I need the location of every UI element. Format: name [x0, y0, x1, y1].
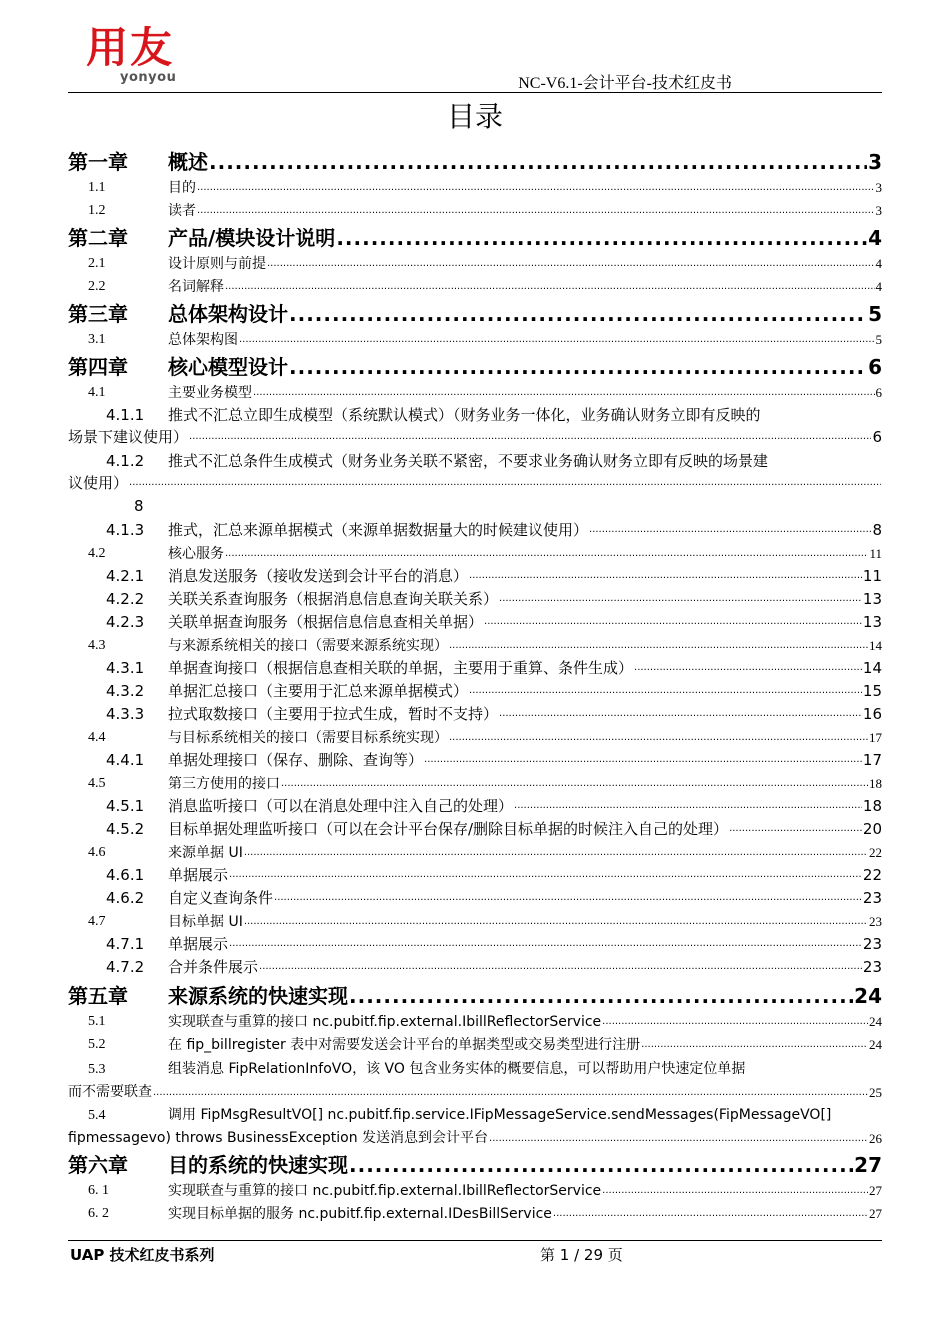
- toc-entry-title: 关联单据查询服务（根据信息信息查相关单据）: [168, 613, 484, 631]
- toc-entry-title-cont: fipmessagevo) throws BusinessException 发送消息到会计平台: [68, 1130, 489, 1146]
- toc-entry[interactable]: [68, 818, 882, 840]
- logo-text-en: yonyou: [120, 70, 177, 85]
- toc-entry-number: 4.6.1: [106, 866, 145, 884]
- yonyou-logo: [86, 23, 196, 92]
- toc-entry-page: 15: [862, 682, 882, 700]
- toc-entry-title: 概述: [168, 150, 208, 174]
- toc-leader-dots: [602, 1012, 868, 1032]
- toc-entry[interactable]: [68, 864, 882, 886]
- toc-entry-number: 4.3.2: [106, 682, 145, 700]
- header-divider: [68, 92, 882, 93]
- toc-entry-title: 第三方使用的接口: [168, 776, 280, 792]
- toc-entry-title: 实现联查与重算的接口 nc.pubitf.fip.external.IbillReflectorService: [168, 1183, 602, 1199]
- toc-entry-title: 拉式取数接口（主要用于拉式生成，暂时不支持）: [168, 705, 499, 723]
- toc-entry-number: 5.3: [88, 1062, 106, 1077]
- toc-entry-number: 5.4: [88, 1108, 106, 1123]
- toc-entry[interactable]: [68, 383, 882, 403]
- toc-entry-number: 4.1.3: [106, 521, 145, 539]
- toc-entry-title: 目标单据处理监听接口（可以在会计平台保存/删除目标单据的时候注入自己的处理）: [168, 820, 729, 838]
- toc-heading: 目录: [446, 100, 503, 133]
- toc-entry-number: 4.3.3: [106, 705, 145, 723]
- toc-entry-title: 实现联查与重算的接口 nc.pubitf.fip.external.IbillReflectorService: [168, 1014, 602, 1030]
- toc-entry[interactable]: [68, 1104, 882, 1150]
- toc-leader-dots: [244, 912, 868, 932]
- toc-entry-title: 来源系统的快速实现: [168, 984, 348, 1008]
- toc-entry-title: 核心服务: [168, 546, 224, 562]
- toc-leader-dots: [553, 1204, 868, 1224]
- toc-leader-dots: [349, 984, 853, 1008]
- toc-entry-number: 3.1: [88, 332, 106, 347]
- toc-entry-title: 在 fip_billregister 表中对需要发送会计平台的单据类型或交易类型进行注册: [168, 1037, 641, 1053]
- toc-entry-number: 4.2.1: [106, 567, 145, 585]
- toc-entry-page: 6: [872, 428, 882, 446]
- toc-entry[interactable]: [68, 912, 882, 932]
- toc-entry-number: 4.3.1: [106, 659, 145, 677]
- toc-entry-page: 22: [862, 866, 882, 884]
- toc-entry-title: 与来源系统相关的接口（需要来源系统实现）: [168, 638, 448, 654]
- toc-entry-page: 27: [854, 1153, 882, 1177]
- toc-entry-number: 4.7.1: [106, 935, 145, 953]
- toc-entry[interactable]: [68, 843, 882, 863]
- toc-entry-page: 11: [869, 546, 882, 561]
- toc-entry-number: 4.7.2: [106, 958, 145, 976]
- toc-entry-number: 4.7: [88, 914, 106, 929]
- toc-entry-title-cont: 场景下建议使用）: [68, 428, 189, 446]
- toc-entry-title: 核心模型设计: [168, 355, 288, 379]
- toc-entry-page: 22: [869, 845, 882, 860]
- toc-entry[interactable]: [68, 1181, 882, 1201]
- toc-leader-dots: [499, 588, 862, 610]
- toc-leader-dots: [189, 426, 871, 448]
- toc-entry-page: 8: [134, 497, 144, 515]
- toc-entry-page: 23: [862, 935, 882, 953]
- toc-entry-number: 第一章: [68, 150, 128, 174]
- toc-entry-title: 单据处理接口（保存、删除、查询等）: [168, 751, 424, 769]
- toc-entry[interactable]: [68, 795, 882, 817]
- toc-entry[interactable]: [68, 565, 882, 587]
- toc-entry-page: 4: [868, 226, 882, 250]
- toc-entry-title: 目的系统的快速实现: [168, 1153, 348, 1177]
- toc-entry-page: 4: [875, 279, 882, 294]
- toc-entry-number: 4.2.2: [106, 590, 145, 608]
- toc-entry[interactable]: [68, 1204, 882, 1224]
- toc-entry-title: 自定义查询条件: [168, 889, 274, 907]
- toc-entry-page: 3: [875, 180, 882, 195]
- toc-entry-page: 25: [869, 1085, 882, 1100]
- toc-leader-dots: [424, 749, 862, 771]
- toc-leader-dots: [449, 728, 868, 748]
- toc-entry[interactable]: [68, 984, 882, 1008]
- toc-entry[interactable]: [68, 611, 882, 633]
- toc-entry-number: 1.2: [88, 203, 106, 218]
- toc-entry-title: 与目标系统相关的接口（需要目标系统实现）: [168, 730, 448, 746]
- toc-leader-dots: [729, 818, 862, 840]
- toc-entry-number: 第四章: [68, 355, 128, 379]
- toc-entry-page: 24: [869, 1014, 882, 1029]
- toc-entry[interactable]: [68, 1153, 882, 1177]
- logo-text-cn: 用友: [86, 23, 175, 72]
- toc-entry-page: 18: [869, 776, 882, 791]
- toc-entry[interactable]: [68, 933, 882, 955]
- toc-entry-number: 1.1: [88, 180, 106, 195]
- toc-entry-page: 23: [862, 958, 882, 976]
- toc-entry-page: 6: [868, 355, 882, 379]
- toc-entry-title: 推式不汇总立即生成模型（系统默认模式）（财务业务一体化，业务确认财务立即有反映的: [168, 406, 761, 424]
- toc-entry[interactable]: [68, 201, 882, 221]
- toc-leader-dots: [153, 1081, 868, 1104]
- toc-entry-number: 4.3: [88, 638, 106, 653]
- toc-entry-number: 4.5.2: [106, 820, 145, 838]
- toc-entry-number: 第三章: [68, 302, 128, 326]
- toc-entry[interactable]: [68, 544, 882, 564]
- toc-entry-title: 来源单据 UI: [168, 845, 243, 861]
- toc-entry[interactable]: [68, 450, 882, 518]
- toc-entry-page: 11: [862, 567, 882, 585]
- toc-leader-dots: [469, 680, 862, 702]
- toc-entry[interactable]: [68, 302, 882, 326]
- toc-entry-title: 消息监听接口（可以在消息处理中注入自己的处理）: [168, 797, 514, 815]
- toc-leader-dots: [197, 201, 875, 221]
- toc-entry-page: 5: [868, 302, 882, 326]
- toc-entry-title: 单据查询接口（根据信息查相关联的单据，主要用于重算、条件生成）: [168, 659, 634, 677]
- toc-entry-number: 4.1.1: [106, 406, 145, 424]
- footer-divider: [68, 1240, 882, 1241]
- toc-entry-title: 组装消息 FipRelationInfoVO，该 VO 包含业务实体的概要信息，可以帮助用户快速定位单据: [168, 1061, 746, 1077]
- toc-entry[interactable]: [68, 404, 882, 448]
- toc-entry[interactable]: [68, 749, 882, 771]
- toc-leader-dots: [281, 774, 868, 794]
- toc-entry-title: 总体架构设计: [168, 302, 288, 326]
- toc-leader-dots: [602, 1181, 868, 1201]
- toc-leader-dots: [499, 703, 862, 725]
- toc-entry-number: 4.5: [88, 776, 106, 791]
- footer-series: UAP 技术红皮书系列: [70, 1246, 215, 1264]
- toc-entry-title: 读者: [168, 203, 196, 219]
- toc-entry-page: 13: [862, 590, 882, 608]
- toc-entry-page: 16: [862, 705, 882, 723]
- toc-entry[interactable]: [68, 956, 882, 978]
- toc-entry[interactable]: [68, 636, 882, 656]
- toc-leader-dots: [209, 150, 867, 174]
- toc-leader-dots: [274, 887, 862, 909]
- toc-entry-page: 17: [869, 730, 882, 745]
- toc-entry-page: 4: [875, 256, 882, 271]
- toc-entry[interactable]: [68, 1058, 882, 1104]
- toc-entry-title: 目标单据 UI: [168, 914, 243, 930]
- toc-entry-page: 6: [875, 385, 882, 400]
- toc-entry-number: 第二章: [68, 226, 128, 250]
- toc-entry-title: 名词解释: [168, 279, 224, 295]
- toc-entry-title-cont: 议使用）: [68, 474, 129, 492]
- toc-leader-dots: [634, 657, 862, 679]
- toc-leader-dots: [225, 277, 875, 297]
- toc-entry-title: 推式不汇总条件生成模式（财务业务关联不紧密，不要求业务确认财务立即有反映的场景建: [168, 452, 769, 470]
- toc-leader-dots: [267, 254, 875, 274]
- toc-entry-page: 27: [869, 1183, 882, 1198]
- toc-entry-title-cont: 而不需要联查: [68, 1084, 152, 1100]
- toc-entry-number: 5.1: [88, 1014, 106, 1029]
- toc-entry-number: 4.2: [88, 546, 106, 561]
- toc-entry-number: 6. 1: [88, 1183, 109, 1198]
- toc-leader-dots: [229, 864, 862, 886]
- toc-entry-page: 3: [868, 150, 882, 174]
- toc-entry-page: 24: [869, 1037, 882, 1052]
- toc-leader-dots: [244, 843, 868, 863]
- toc-entry[interactable]: [68, 277, 882, 297]
- toc-entry-page: 18: [862, 797, 882, 815]
- toc-entry-page: 24: [854, 984, 882, 1008]
- toc-entry[interactable]: [68, 588, 882, 610]
- toc-entry[interactable]: [68, 150, 882, 174]
- toc-entry-title: 单据展示: [168, 935, 229, 953]
- toc-entry-number: 4.6: [88, 845, 106, 860]
- toc-entry[interactable]: [68, 519, 882, 541]
- toc-entry-number: 5.2: [88, 1037, 106, 1052]
- toc-entry-page: 14: [869, 638, 882, 653]
- toc-leader-dots: [641, 1035, 868, 1055]
- toc-entry-title: 主要业务模型: [168, 385, 252, 401]
- toc-entry-page: 5: [875, 332, 882, 347]
- toc-entry-title: 总体架构图: [168, 332, 238, 348]
- toc-entry-title: 调用 FipMsgResultVO[] nc.pubitf.fip.service.IFipMessageService.sendMessages(FipMessageVO[]: [168, 1107, 832, 1123]
- toc-entry-title: 产品/模块设计说明: [168, 226, 336, 250]
- toc-entry[interactable]: [68, 1035, 882, 1055]
- footer-page-info: 第 1 / 29 页: [540, 1246, 623, 1264]
- toc-entry-title: 实现目标单据的服务 nc.pubitf.fip.external.IDesBillService: [168, 1206, 552, 1222]
- toc-entry-page: 23: [869, 914, 882, 929]
- toc-leader-dots: [514, 795, 862, 817]
- toc-entry-number: 第六章: [68, 1153, 128, 1177]
- toc-entry-title: 合并条件展示: [168, 958, 259, 976]
- toc-entry-page: 14: [862, 659, 882, 677]
- toc-leader-dots: [349, 1153, 853, 1177]
- toc-entry-number: 4.4: [88, 730, 106, 745]
- toc-entry-number: 4.1: [88, 385, 106, 400]
- toc-leader-dots: [449, 636, 868, 656]
- toc-leader-dots: [289, 302, 867, 326]
- toc-entry-number: 2.2: [88, 279, 106, 294]
- toc-entry-title: 单据汇总接口（主要用于汇总来源单据模式）: [168, 682, 469, 700]
- toc-entry[interactable]: [68, 1012, 882, 1032]
- toc-leader-dots: [129, 472, 881, 494]
- toc-entry-number: 4.1.2: [106, 452, 145, 470]
- toc-leader-dots: [253, 383, 875, 403]
- toc-entry-number: 4.2.3: [106, 613, 145, 631]
- document-title: NC-V6.1-会计平台-技术红皮书: [518, 75, 732, 92]
- toc-entry[interactable]: [68, 703, 882, 725]
- toc-entry-title: 设计原则与前提: [168, 256, 266, 272]
- toc-entry-page: 3: [875, 203, 882, 218]
- toc-leader-dots: [197, 178, 875, 198]
- toc-entry-number: 4.4.1: [106, 751, 145, 769]
- toc-entry[interactable]: [68, 330, 882, 350]
- toc-entry-page: 8: [872, 521, 882, 539]
- toc-leader-dots: [225, 544, 868, 564]
- toc-entry[interactable]: [68, 178, 882, 198]
- toc-entry-title: 关联关系查询服务（根据消息信息查询关联关系）: [168, 590, 499, 608]
- toc-leader-dots: [336, 226, 867, 250]
- toc-entry-page: 27: [869, 1206, 882, 1221]
- toc-entry[interactable]: [68, 887, 882, 909]
- toc-leader-dots: [239, 330, 875, 350]
- toc-leader-dots: [259, 956, 862, 978]
- toc-entry-number: 第五章: [68, 984, 128, 1008]
- toc-entry-number: 6. 2: [88, 1206, 109, 1221]
- toc-entry-number: 4.6.2: [106, 889, 145, 907]
- toc-leader-dots: [589, 519, 871, 541]
- toc-leader-dots: [469, 565, 862, 587]
- toc-entry[interactable]: [68, 680, 882, 702]
- toc-entry-title: 推式，汇总来源单据模式（来源单据数据量大的时候建议使用）: [168, 521, 589, 539]
- toc-entry-title: 消息发送服务（接收发送到会计平台的消息）: [168, 567, 469, 585]
- toc-entry[interactable]: [68, 657, 882, 679]
- toc-entry[interactable]: [68, 355, 882, 379]
- toc-entry-page: 23: [862, 889, 882, 907]
- toc-leader-dots: [289, 355, 867, 379]
- toc-entry-page: 26: [869, 1131, 882, 1146]
- toc-entry-page: 17: [862, 751, 882, 769]
- toc-entry[interactable]: [68, 226, 882, 250]
- toc-leader-dots: [229, 933, 862, 955]
- toc-entry-number: 4.5.1: [106, 797, 145, 815]
- toc-leader-dots: [489, 1127, 868, 1150]
- toc-entry-number: 2.1: [88, 256, 106, 271]
- toc-entry-title: 目的: [168, 180, 196, 196]
- toc-entry-page: 13: [862, 613, 882, 631]
- toc-entry-page: 20: [862, 820, 882, 838]
- toc-entry[interactable]: [68, 728, 882, 748]
- toc-leader-dots: [484, 611, 862, 633]
- toc-entry[interactable]: [68, 254, 882, 274]
- toc-entry[interactable]: [68, 774, 882, 794]
- toc-entry-title: 单据展示: [168, 866, 229, 884]
